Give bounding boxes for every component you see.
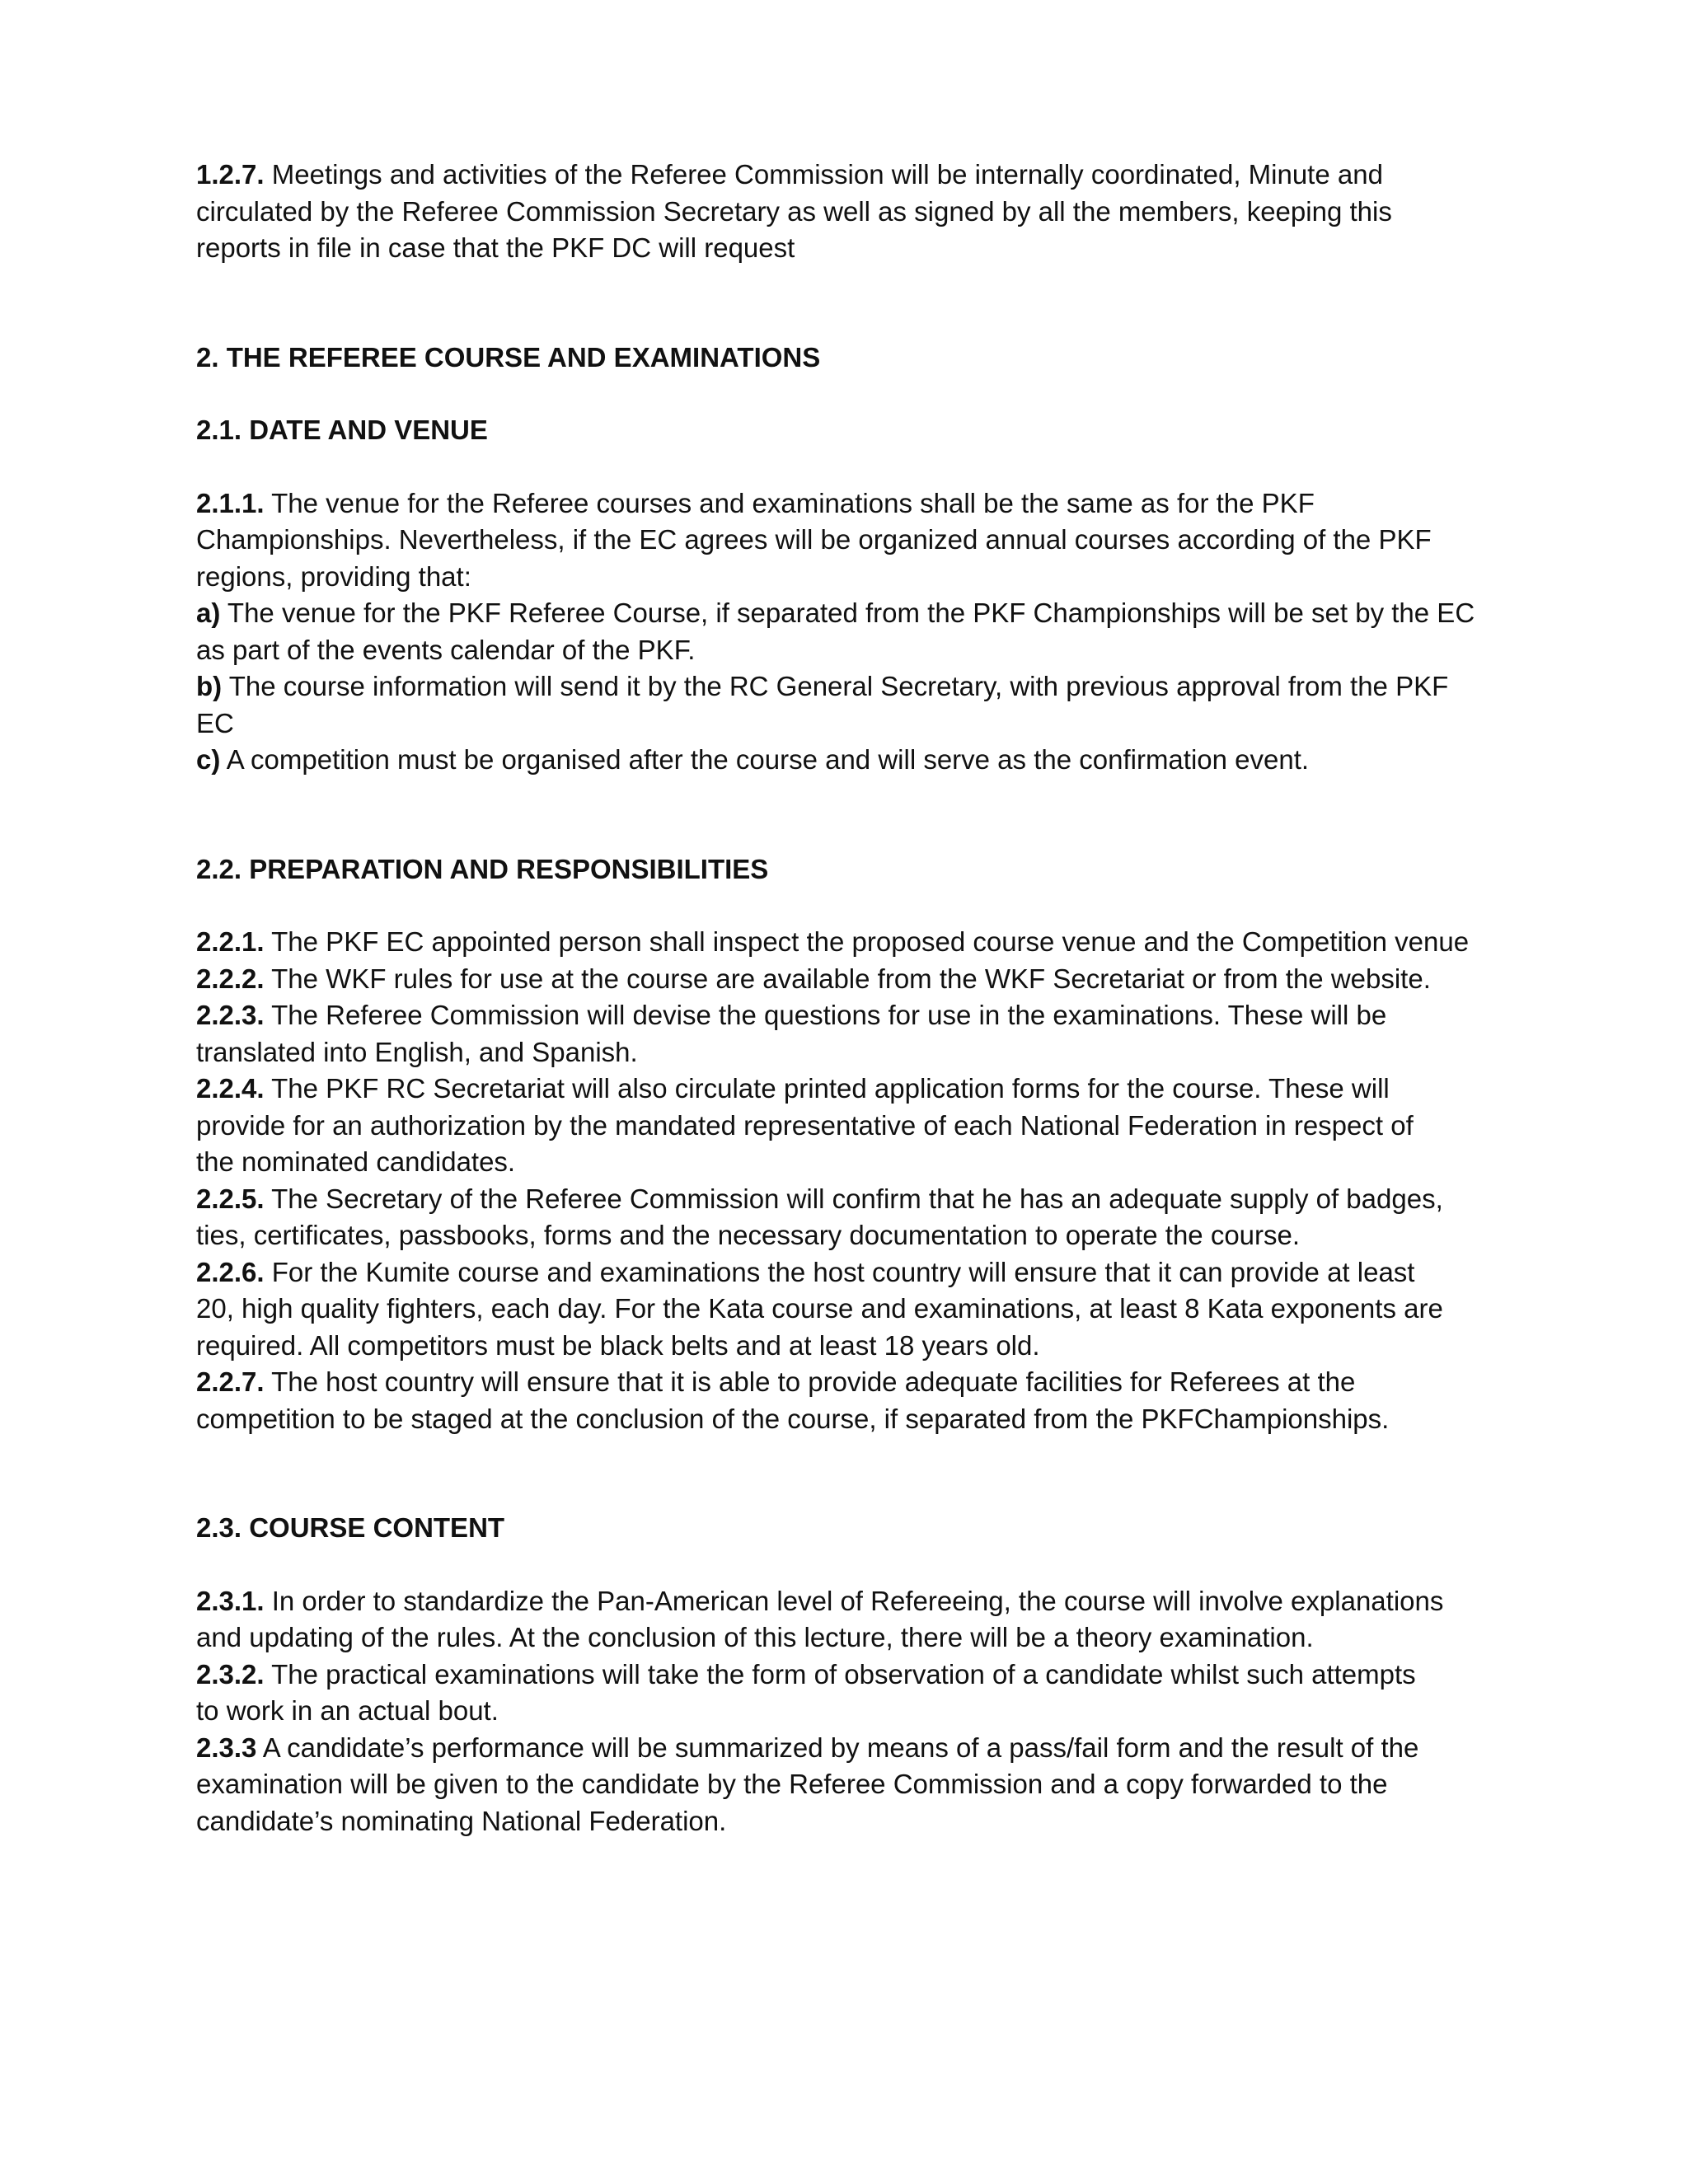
clause-2-1-1 — [196, 485, 1490, 779]
clause-line: 2.3.3 A candidate’s performance will be summarized by means of a pass/fail form and the result of the — [196, 1732, 1419, 1763]
clause-line: ties, certificates, passbooks, forms and the necessary documentation to operate the course. — [196, 1220, 1301, 1250]
clause-line: c) A competition must be organised after the course and will serve as the confirmation event. — [196, 744, 1310, 775]
clause-1-2-7 — [196, 157, 1490, 267]
clause-line: and updating of the rules. At the conclusion of this lecture, there will be a theory examination. — [196, 1622, 1314, 1652]
clause-line: competition to be staged at the conclusion of the course, if separated from the PKFChampionships. — [196, 1403, 1390, 1434]
clause-line: 2.3.2. The practical examinations will take the form of observation of a candidate whilst such attempts — [196, 1658, 1416, 1690]
clause-line: circulated by the Referee Commission Secretary as well as signed by all the members, keeping this — [196, 195, 1392, 227]
clause-number: 2.3.3 — [196, 1732, 257, 1763]
clause-line: translated into English, and Spanish. — [196, 1036, 638, 1067]
clause-line: b) The course information will send it by the RC General Secretary, with previous approval from the PKF — [196, 671, 1449, 701]
clause-number: 1.2.7. — [196, 159, 265, 190]
clause-line: a) The venue for the PKF Referee Course, if separated from the PKF Championships will be set by the EC — [196, 598, 1475, 628]
clause-number: 2.2.7. — [196, 1366, 265, 1397]
clause-line: 1.2.7. Meetings and activities of the Referee Commission will be internally coordinated, Minute and — [196, 159, 1383, 190]
clause-line: provide for an authorization by the mandated representative of each National Federation in respect of — [196, 1109, 1414, 1141]
clause-line: 2.3.1. In order to standardize the Pan-American level of Refereeing, the course will involve explanations — [196, 1585, 1444, 1616]
clause-line: 2.2.3. The Referee Commission will devise the questions for use in the examinations. These will be — [196, 1000, 1387, 1030]
clause-number: 2.2.6. — [196, 1256, 265, 1287]
clause-line: required. All competitors must be black belts and at least 18 years old. — [196, 1329, 1040, 1361]
clauses-2-2 — [196, 924, 1490, 1437]
section-heading-2-1: 2.1. DATE AND VENUE — [196, 415, 488, 445]
clause-line: candidate’s nominating National Federation. — [196, 1805, 727, 1836]
clause-line: Championships. Nevertheless, if the EC agrees will be organized annual courses according of the PKF — [196, 524, 1432, 555]
clause-number: 2.2.1. — [196, 926, 265, 957]
item-letter: a) — [196, 598, 221, 628]
clause-number: 2.2.2. — [196, 963, 265, 994]
clause-line: 2.2.6. For the Kumite course and examinations the host country will ensure that it can provide at least — [196, 1256, 1415, 1287]
clause-line: as part of the events calendar of the PKF. — [196, 634, 696, 665]
clause-line: 2.2.2. The WKF rules for use at the course are available from the WKF Secretariat or from the website. — [196, 963, 1431, 994]
clause-number: 2.2.4. — [196, 1073, 265, 1104]
clause-line: 2.2.5. The Secretary of the Referee Commission will confirm that he has an adequate supply of badges, — [196, 1183, 1443, 1214]
clause-line: 2.1.1. The venue for the Referee courses and examinations shall be the same as for the PKF — [196, 487, 1315, 518]
section-heading-2-3: 2.3. COURSE CONTENT — [196, 1512, 505, 1543]
clause-line: 2.2.1. The PKF EC appointed person shall inspect the proposed course venue and the Competition venue — [196, 926, 1470, 957]
clauses-2-3 — [196, 1583, 1490, 1840]
clause-number: 2.2.5. — [196, 1183, 265, 1214]
clause-line: the nominated candidates. — [196, 1146, 516, 1177]
clause-line: examination will be given to the candidate by the Referee Commission and a copy forwarded to the — [196, 1769, 1388, 1799]
clause-line: EC — [196, 707, 234, 738]
clause-number: 2.2.3. — [196, 1000, 265, 1030]
clause-number: 2.1.1. — [196, 487, 265, 518]
section-heading-2: 2. THE REFEREE COURSE AND EXAMINATIONS — [196, 341, 821, 373]
clause-line: regions, providing that: — [196, 560, 471, 592]
clause-number: 2.3.2. — [196, 1658, 265, 1690]
clause-line: reports in file in case that the PKF DC will request — [196, 232, 795, 263]
item-letter: c) — [196, 744, 221, 775]
clause-number: 2.3.1. — [196, 1585, 265, 1616]
clause-line: to work in an actual bout. — [196, 1695, 499, 1726]
item-letter: b) — [196, 671, 223, 701]
clause-line: 2.2.4. The PKF RC Secretariat will also circulate printed application forms for the course. These will — [196, 1073, 1390, 1104]
document-page — [196, 157, 1490, 1840]
clause-line: 20, high quality fighters, each day. For the Kata course and examinations, at least 8 Kata exponents are — [196, 1293, 1443, 1324]
section-heading-2-2: 2.2. PREPARATION AND RESPONSIBILITIES — [196, 853, 769, 884]
clause-line: 2.2.7. The host country will ensure that it is able to provide adequate facilities for Referees at the — [196, 1366, 1356, 1397]
